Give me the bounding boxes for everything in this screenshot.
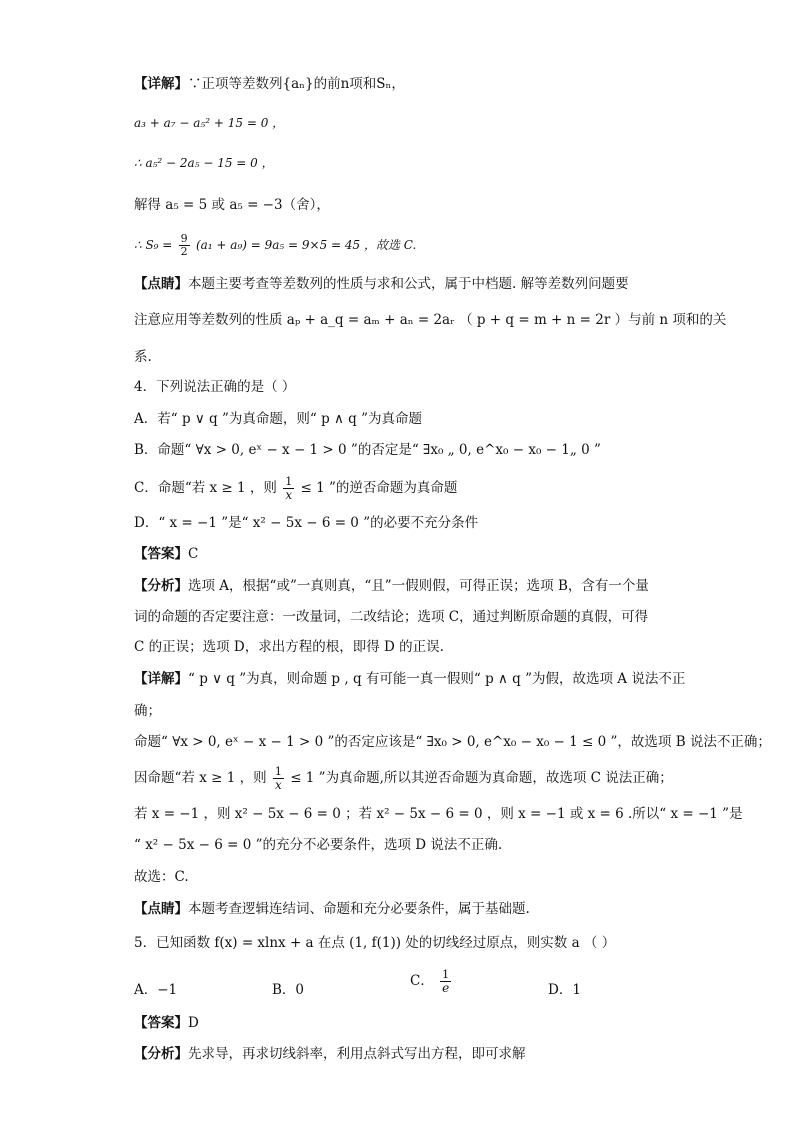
- fraction-numerator: 1: [442, 968, 450, 981]
- tip-tag: 【点睛】: [134, 276, 188, 292]
- detail-tag: 【详解】: [134, 76, 188, 92]
- question-5-option-c: [410, 969, 453, 994]
- question-5-option-b: B．0: [272, 982, 305, 998]
- option-c-label: C．: [410, 973, 434, 989]
- fraction-1-e: [440, 969, 451, 994]
- tip-text: 本题主要考查等差数列的性质与求和公式，属于中档题. 解等差数列问题要: [188, 276, 629, 292]
- solution-text: ∵正项等差数列{aₙ}的前n项和Sₙ，: [188, 76, 405, 92]
- analysis-tag: 【分析】: [134, 578, 188, 594]
- detail-tag: 【详解】: [134, 671, 188, 687]
- fraction-1-x: [283, 476, 294, 501]
- detail-suffix: ≤ 1 ”为真命题,所以其逆否命题为真命题，故选项 C 说法正确；: [290, 770, 673, 786]
- fraction-numerator: 1: [274, 765, 282, 778]
- detail-4-line-4: [134, 766, 673, 791]
- detail-4-line-2: 确；: [134, 703, 161, 719]
- analysis-4-line-1: [134, 577, 649, 595]
- tip-tag: 【点睛】: [134, 901, 188, 917]
- detail-4-line-5: 若 x = −1 ，则 x² − 5x − 6 = 0 ；若 x² − 5x − 6 = 0 ，则 x = −1 或 x = 6 .所以“ x = −1 ”是: [134, 806, 743, 822]
- question-4-option-c: [134, 476, 457, 501]
- fraction-1-x: [273, 766, 284, 791]
- question-5-option-a: A．−1: [134, 982, 178, 998]
- fraction-numerator: 1: [285, 475, 293, 488]
- analysis-5-line: [134, 1045, 526, 1063]
- answer-4-line: [134, 545, 198, 563]
- solution-line-1: [134, 75, 405, 93]
- tip-text: 本题考查逻辑连结词、命题和充分必要条件，属于基础题.: [188, 901, 530, 917]
- tip-4-line: [134, 900, 530, 918]
- sum-equation-line: [134, 233, 416, 258]
- option-c-prefix: C．命题“若 x ≥ 1 ，则: [134, 480, 277, 496]
- analysis-text: 先求导，再求切线斜率，利用点斜式写出方程，即可求解: [188, 1046, 526, 1062]
- question-4-option-b: B．命题“ ∀x > 0, eˣ − x − 1 > 0 ”的否定是“ ∃x₀ „ 0, e^x₀ − x₀ − 1„ 0 ”: [134, 442, 601, 458]
- equation-line-3: ∴ a₅² − 2a₅ − 15 = 0 ，: [134, 156, 274, 170]
- sum-suffix: (a₁ + a₉) = 9a₅ = 9×5 = 45 ，故选 C.: [195, 238, 417, 252]
- fraction-denominator: x: [275, 778, 282, 792]
- analysis-4-line-3: C 的正误；选项 D，求出方程的根，即得 D 的正误.: [134, 639, 444, 655]
- analysis-tag: 【分析】: [134, 1046, 188, 1062]
- answer-tag: 【答案】: [134, 546, 188, 562]
- fraction-numerator: 9: [180, 232, 188, 245]
- detail-4-line-3: 命题“ ∀x > 0, eˣ − x − 1 > 0 ”的否定应该是“ ∃x₀ > 0, e^x₀ − x₀ − 1 ≤ 0 ”，故选项 B 说法不正确；: [134, 734, 771, 750]
- detail-prefix: 因命题“若 x ≥ 1 ，则: [134, 770, 267, 786]
- tip-line-2: 注意应用等差数列的性质 aₚ + a_q = aₘ + aₙ = 2aᵣ （ p + q = m + n = 2r ）与前 n 项和的关: [134, 312, 727, 328]
- answer-value: D: [188, 1015, 199, 1031]
- fraction-denominator: 2: [180, 245, 188, 258]
- detail-4-line-6: “ x² − 5x − 6 = 0 ”的充分不必要条件，选项 D 说法不正确.: [134, 837, 503, 853]
- question-4-option-a: A．若“ p ∨ q ”为真命题，则“ p ∧ q ”为真命题: [134, 411, 423, 427]
- fraction-denominator: x: [285, 488, 293, 502]
- detail-4-line-7: 故选：C.: [134, 869, 189, 885]
- sum-prefix: ∴ S₉ =: [134, 238, 173, 252]
- answer-tag: 【答案】: [134, 1015, 188, 1031]
- detail-text: “ p ∨ q ”为真，则命题 p , q 有可能一真一假则“ p ∧ q ”为假，故选项 A 说法不正: [188, 671, 686, 687]
- question-5-option-d: D．1: [548, 982, 581, 998]
- solution-line-4: 解得 a₅ = 5 或 a₅ = −3（舍），: [134, 197, 330, 213]
- equation-line-2: a₃ + a₇ − a₅² + 15 = 0 ，: [134, 116, 285, 130]
- fraction-9-2: [179, 233, 190, 258]
- tip-line-3: 系.: [134, 349, 152, 365]
- option-c-suffix: ≤ 1 ”的逆否命题为真命题: [300, 480, 458, 496]
- question-4-stem: 4．下列说法正确的是（ ）: [134, 379, 296, 395]
- answer-5-line: [134, 1014, 199, 1032]
- analysis-4-line-2: 词的命题的否定要注意：一改量词，二改结论；选项 C，通过判断原命题的真假，可得: [134, 609, 649, 625]
- question-5-stem: 5．已知函数 f(x) = xlnx + a 在点 (1, f(1)) 处的切线经过原点，则实数 a （ ）: [134, 935, 616, 951]
- tip-line-1: [134, 275, 629, 293]
- fraction-denominator: e: [442, 981, 450, 995]
- analysis-text: 选项 A，根据“或”一真则真，“且”一假则假，可得正误；选项 B，含有一个量: [188, 578, 649, 594]
- question-4-option-d: D．“ x = −1 ”是“ x² − 5x − 6 = 0 ”的必要不充分条件: [134, 515, 479, 531]
- detail-4-line-1: [134, 670, 685, 688]
- answer-value: C: [188, 546, 199, 562]
